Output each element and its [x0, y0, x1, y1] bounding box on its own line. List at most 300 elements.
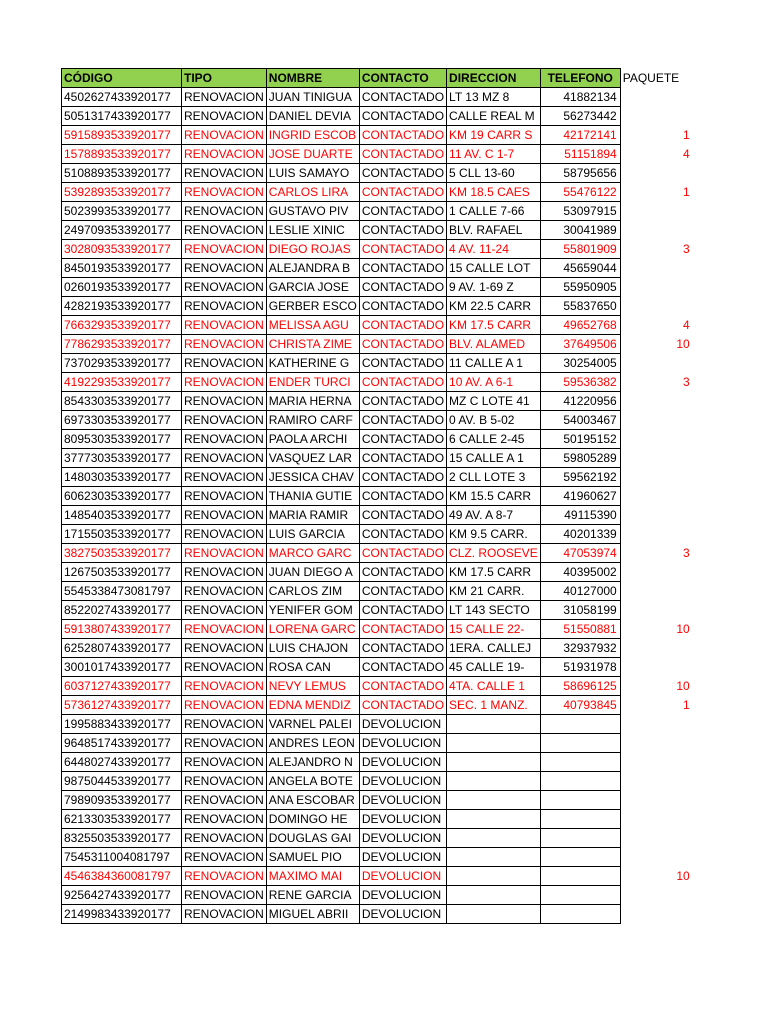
- cell-telefono[interactable]: 59562192: [540, 468, 620, 487]
- cell-direccion[interactable]: KM 9.5 CARR.: [447, 525, 541, 544]
- cell-nombre[interactable]: DOUGLAS GAI: [266, 829, 359, 848]
- cell-paquete[interactable]: [620, 810, 698, 829]
- cell-paquete[interactable]: [620, 753, 698, 772]
- cell-nombre[interactable]: MARIA HERNA: [266, 392, 359, 411]
- cell-contacto[interactable]: DEVOLUCION: [359, 734, 446, 753]
- cell-contacto[interactable]: DEVOLUCION: [359, 829, 446, 848]
- cell-tipo[interactable]: RENOVACION: [182, 601, 267, 620]
- cell-contacto[interactable]: CONTACTADO: [359, 240, 446, 259]
- cell-telefono[interactable]: 32937932: [540, 639, 620, 658]
- cell-contacto[interactable]: CONTACTADO: [359, 88, 446, 107]
- cell-tipo[interactable]: RENOVACION: [182, 354, 267, 373]
- cell-direccion[interactable]: [447, 905, 541, 924]
- cell-paquete[interactable]: [620, 107, 698, 126]
- cell-tipo[interactable]: RENOVACION: [182, 791, 267, 810]
- cell-tipo[interactable]: RENOVACION: [182, 810, 267, 829]
- cell-contacto[interactable]: CONTACTADO: [359, 316, 446, 335]
- cell-nombre[interactable]: YENIFER GOM: [266, 601, 359, 620]
- cell-telefono[interactable]: 51151894: [540, 145, 620, 164]
- cell-codigo[interactable]: 6037127433920177: [62, 677, 182, 696]
- cell-telefono[interactable]: [540, 715, 620, 734]
- cell-paquete[interactable]: [620, 886, 698, 905]
- cell-paquete[interactable]: 1: [683, 185, 690, 199]
- cell-tipo[interactable]: RENOVACION: [182, 639, 267, 658]
- cell-paquete[interactable]: 3: [683, 546, 690, 560]
- cell-direccion[interactable]: [447, 829, 541, 848]
- cell-codigo[interactable]: 4282193533920177: [62, 297, 182, 316]
- cell-direccion[interactable]: 4TA. CALLE 1: [447, 677, 541, 696]
- cell-tipo[interactable]: RENOVACION: [182, 677, 267, 696]
- cell-paquete[interactable]: [620, 905, 698, 924]
- cell-telefono[interactable]: 53097915: [540, 202, 620, 221]
- cell-contacto[interactable]: CONTACTADO: [359, 582, 446, 601]
- cell-nombre[interactable]: LUIS SAMAYO: [266, 164, 359, 183]
- cell-codigo[interactable]: 5913807433920177: [62, 620, 182, 639]
- cell-nombre[interactable]: ANGELA BOTE: [266, 772, 359, 791]
- cell-contacto[interactable]: CONTACTADO: [359, 658, 446, 677]
- cell-tipo[interactable]: RENOVACION: [182, 734, 267, 753]
- cell-tipo[interactable]: RENOVACION: [182, 506, 267, 525]
- cell-direccion[interactable]: 49 AV. A 8-7: [447, 506, 541, 525]
- cell-codigo[interactable]: 5023993533920177: [62, 202, 182, 221]
- cell-tipo[interactable]: RENOVACION: [182, 164, 267, 183]
- cell-codigo[interactable]: 1715503533920177: [62, 525, 182, 544]
- cell-contacto[interactable]: DEVOLUCION: [359, 848, 446, 867]
- cell-telefono[interactable]: [540, 810, 620, 829]
- cell-contacto[interactable]: CONTACTADO: [359, 297, 446, 316]
- cell-codigo[interactable]: 7989093533920177: [62, 791, 182, 810]
- header-paquete[interactable]: PAQUETE: [620, 69, 698, 88]
- cell-contacto[interactable]: CONTACTADO: [359, 544, 446, 563]
- cell-codigo[interactable]: 4192293533920177: [62, 373, 182, 392]
- cell-paquete[interactable]: 1: [683, 698, 690, 712]
- cell-nombre[interactable]: JESSICA CHAV: [266, 468, 359, 487]
- cell-nombre[interactable]: LUIS CHAJON: [266, 639, 359, 658]
- cell-paquete[interactable]: [620, 297, 698, 316]
- cell-contacto[interactable]: CONTACTADO: [359, 278, 446, 297]
- cell-nombre[interactable]: DANIEL DEVIA: [266, 107, 359, 126]
- cell-tipo[interactable]: RENOVACION: [182, 145, 267, 164]
- cell-direccion[interactable]: 10 AV. A 6-1: [447, 373, 541, 392]
- cell-direccion[interactable]: CALLE REAL M: [447, 107, 541, 126]
- cell-codigo[interactable]: 7786293533920177: [62, 335, 182, 354]
- cell-paquete[interactable]: [620, 563, 698, 582]
- cell-paquete[interactable]: [620, 487, 698, 506]
- cell-tipo[interactable]: RENOVACION: [182, 278, 267, 297]
- cell-direccion[interactable]: MZ C LOTE 41: [447, 392, 541, 411]
- cell-contacto[interactable]: CONTACTADO: [359, 639, 446, 658]
- cell-telefono[interactable]: 55476122: [540, 183, 620, 202]
- cell-paquete[interactable]: [620, 791, 698, 810]
- cell-paquete[interactable]: 3: [683, 242, 690, 256]
- cell-telefono[interactable]: 55837650: [540, 297, 620, 316]
- cell-codigo[interactable]: 1267503533920177: [62, 563, 182, 582]
- cell-direccion[interactable]: [447, 810, 541, 829]
- cell-telefono[interactable]: 30041989: [540, 221, 620, 240]
- cell-direccion[interactable]: KM 21 CARR.: [447, 582, 541, 601]
- cell-codigo[interactable]: 5915893533920177: [62, 126, 182, 145]
- cell-contacto[interactable]: CONTACTADO: [359, 563, 446, 582]
- cell-paquete[interactable]: 10: [676, 337, 690, 351]
- cell-nombre[interactable]: DOMINGO HE: [266, 810, 359, 829]
- cell-direccion[interactable]: 0 AV. B 5-02: [447, 411, 541, 430]
- cell-paquete[interactable]: [620, 715, 698, 734]
- header-codigo[interactable]: CÓDIGO: [62, 69, 182, 88]
- cell-telefono[interactable]: 41220956: [540, 392, 620, 411]
- cell-nombre[interactable]: MAXIMO MAI: [266, 867, 359, 886]
- cell-direccion[interactable]: 15 CALLE 22-: [447, 620, 541, 639]
- cell-paquete[interactable]: 10: [676, 869, 690, 883]
- cell-paquete[interactable]: 1: [683, 128, 690, 142]
- cell-tipo[interactable]: RENOVACION: [182, 202, 267, 221]
- cell-tipo[interactable]: RENOVACION: [182, 753, 267, 772]
- cell-direccion[interactable]: [447, 867, 541, 886]
- cell-tipo[interactable]: RENOVACION: [182, 905, 267, 924]
- cell-codigo[interactable]: 1485403533920177: [62, 506, 182, 525]
- cell-nombre[interactable]: DIEGO ROJAS: [266, 240, 359, 259]
- cell-tipo[interactable]: RENOVACION: [182, 240, 267, 259]
- cell-telefono[interactable]: [540, 772, 620, 791]
- cell-codigo[interactable]: 7545311004081797: [62, 848, 182, 867]
- cell-nombre[interactable]: ENDER TURCI: [266, 373, 359, 392]
- cell-tipo[interactable]: RENOVACION: [182, 544, 267, 563]
- cell-direccion[interactable]: 15 CALLE LOT: [447, 259, 541, 278]
- cell-direccion[interactable]: [447, 791, 541, 810]
- cell-contacto[interactable]: DEVOLUCION: [359, 753, 446, 772]
- cell-contacto[interactable]: DEVOLUCION: [359, 791, 446, 810]
- cell-tipo[interactable]: RENOVACION: [182, 316, 267, 335]
- cell-paquete[interactable]: [620, 88, 698, 107]
- cell-nombre[interactable]: RENE GARCIA: [266, 886, 359, 905]
- cell-telefono[interactable]: [540, 867, 620, 886]
- cell-codigo[interactable]: 2497093533920177: [62, 221, 182, 240]
- cell-nombre[interactable]: SAMUEL PIO: [266, 848, 359, 867]
- cell-paquete[interactable]: 3: [683, 375, 690, 389]
- cell-nombre[interactable]: VASQUEZ LAR: [266, 449, 359, 468]
- cell-codigo[interactable]: 1578893533920177: [62, 145, 182, 164]
- cell-direccion[interactable]: 2 CLL LOTE 3: [447, 468, 541, 487]
- cell-tipo[interactable]: RENOVACION: [182, 563, 267, 582]
- cell-direccion[interactable]: KM 18.5 CAES: [447, 183, 541, 202]
- cell-contacto[interactable]: DEVOLUCION: [359, 772, 446, 791]
- cell-contacto[interactable]: CONTACTADO: [359, 145, 446, 164]
- cell-telefono[interactable]: 50195152: [540, 430, 620, 449]
- header-tipo[interactable]: TIPO: [182, 69, 267, 88]
- cell-tipo[interactable]: RENOVACION: [182, 335, 267, 354]
- cell-nombre[interactable]: MARCO GARC: [266, 544, 359, 563]
- cell-paquete[interactable]: [620, 639, 698, 658]
- cell-tipo[interactable]: RENOVACION: [182, 772, 267, 791]
- cell-contacto[interactable]: CONTACTADO: [359, 468, 446, 487]
- cell-telefono[interactable]: 55801909: [540, 240, 620, 259]
- cell-nombre[interactable]: LUIS GARCIA: [266, 525, 359, 544]
- cell-nombre[interactable]: ALEJANDRA B: [266, 259, 359, 278]
- cell-nombre[interactable]: ANDRES LEON: [266, 734, 359, 753]
- cell-contacto[interactable]: CONTACTADO: [359, 430, 446, 449]
- cell-codigo[interactable]: 5108893533920177: [62, 164, 182, 183]
- cell-codigo[interactable]: 8543303533920177: [62, 392, 182, 411]
- cell-codigo[interactable]: 7663293533920177: [62, 316, 182, 335]
- cell-contacto[interactable]: CONTACTADO: [359, 487, 446, 506]
- cell-telefono[interactable]: 49115390: [540, 506, 620, 525]
- cell-telefono[interactable]: [540, 829, 620, 848]
- cell-codigo[interactable]: 3827503533920177: [62, 544, 182, 563]
- cell-tipo[interactable]: RENOVACION: [182, 525, 267, 544]
- cell-tipo[interactable]: RENOVACION: [182, 430, 267, 449]
- cell-direccion[interactable]: 4 AV. 11-24: [447, 240, 541, 259]
- cell-telefono[interactable]: 58795656: [540, 164, 620, 183]
- cell-direccion[interactable]: [447, 848, 541, 867]
- cell-nombre[interactable]: LESLIE XINIC: [266, 221, 359, 240]
- cell-codigo[interactable]: 3777303533920177: [62, 449, 182, 468]
- cell-codigo[interactable]: 4502627433920177: [62, 88, 182, 107]
- cell-nombre[interactable]: CARLOS LIRA: [266, 183, 359, 202]
- cell-direccion[interactable]: SEC. 1 MANZ.: [447, 696, 541, 715]
- cell-telefono[interactable]: 59805289: [540, 449, 620, 468]
- cell-nombre[interactable]: CHRISTA ZIME: [266, 335, 359, 354]
- cell-tipo[interactable]: RENOVACION: [182, 88, 267, 107]
- cell-codigo[interactable]: 3001017433920177: [62, 658, 182, 677]
- cell-direccion[interactable]: [447, 753, 541, 772]
- cell-codigo[interactable]: 5392893533920177: [62, 183, 182, 202]
- cell-paquete[interactable]: [620, 734, 698, 753]
- cell-nombre[interactable]: VARNEL PALEI: [266, 715, 359, 734]
- cell-paquete[interactable]: [620, 829, 698, 848]
- cell-paquete[interactable]: [620, 506, 698, 525]
- cell-codigo[interactable]: 8095303533920177: [62, 430, 182, 449]
- cell-contacto[interactable]: CONTACTADO: [359, 506, 446, 525]
- cell-telefono[interactable]: 58696125: [540, 677, 620, 696]
- cell-telefono[interactable]: 54003467: [540, 411, 620, 430]
- cell-codigo[interactable]: 3028093533920177: [62, 240, 182, 259]
- cell-direccion[interactable]: KM 15.5 CARR: [447, 487, 541, 506]
- cell-telefono[interactable]: 41960627: [540, 487, 620, 506]
- cell-tipo[interactable]: RENOVACION: [182, 107, 267, 126]
- cell-codigo[interactable]: 6213303533920177: [62, 810, 182, 829]
- cell-paquete[interactable]: [620, 202, 698, 221]
- cell-direccion[interactable]: KM 22.5 CARR: [447, 297, 541, 316]
- cell-tipo[interactable]: RENOVACION: [182, 468, 267, 487]
- cell-direccion[interactable]: KM 17.5 CARR: [447, 316, 541, 335]
- cell-direccion[interactable]: 1 CALLE 7-66: [447, 202, 541, 221]
- cell-paquete[interactable]: 4: [683, 318, 690, 332]
- cell-direccion[interactable]: KM 19 CARR S: [447, 126, 541, 145]
- cell-direccion[interactable]: 11 AV. C 1-7: [447, 145, 541, 164]
- cell-tipo[interactable]: RENOVACION: [182, 487, 267, 506]
- cell-telefono[interactable]: [540, 886, 620, 905]
- cell-tipo[interactable]: RENOVACION: [182, 449, 267, 468]
- cell-telefono[interactable]: 55950905: [540, 278, 620, 297]
- cell-telefono[interactable]: [540, 905, 620, 924]
- cell-contacto[interactable]: CONTACTADO: [359, 449, 446, 468]
- cell-telefono[interactable]: 40395002: [540, 563, 620, 582]
- cell-paquete[interactable]: 10: [676, 622, 690, 636]
- cell-codigo[interactable]: 6973303533920177: [62, 411, 182, 430]
- cell-paquete[interactable]: [620, 354, 698, 373]
- cell-direccion[interactable]: [447, 772, 541, 791]
- cell-codigo[interactable]: 5736127433920177: [62, 696, 182, 715]
- cell-codigo[interactable]: 6252807433920177: [62, 639, 182, 658]
- cell-contacto[interactable]: CONTACTADO: [359, 392, 446, 411]
- cell-contacto[interactable]: DEVOLUCION: [359, 867, 446, 886]
- cell-codigo[interactable]: 8522027433920177: [62, 601, 182, 620]
- cell-paquete[interactable]: [620, 449, 698, 468]
- cell-contacto[interactable]: CONTACTADO: [359, 126, 446, 145]
- cell-codigo[interactable]: 9256427433920177: [62, 886, 182, 905]
- cell-codigo[interactable]: 2149983433920177: [62, 905, 182, 924]
- cell-nombre[interactable]: JUAN DIEGO A: [266, 563, 359, 582]
- cell-direccion[interactable]: 11 CALLE A 1: [447, 354, 541, 373]
- cell-direccion[interactable]: KM 17.5 CARR: [447, 563, 541, 582]
- cell-tipo[interactable]: RENOVACION: [182, 658, 267, 677]
- cell-codigo[interactable]: 7370293533920177: [62, 354, 182, 373]
- cell-codigo[interactable]: 1995883433920177: [62, 715, 182, 734]
- cell-paquete[interactable]: [620, 772, 698, 791]
- cell-direccion[interactable]: 15 CALLE A 1: [447, 449, 541, 468]
- cell-contacto[interactable]: CONTACTADO: [359, 525, 446, 544]
- header-direccion[interactable]: DIRECCION: [447, 69, 541, 88]
- cell-tipo[interactable]: RENOVACION: [182, 620, 267, 639]
- cell-telefono[interactable]: 30254005: [540, 354, 620, 373]
- cell-paquete[interactable]: [620, 164, 698, 183]
- cell-telefono[interactable]: [540, 753, 620, 772]
- cell-codigo[interactable]: 8325503533920177: [62, 829, 182, 848]
- cell-paquete[interactable]: [620, 278, 698, 297]
- cell-telefono[interactable]: 45659044: [540, 259, 620, 278]
- cell-contacto[interactable]: CONTACTADO: [359, 620, 446, 639]
- cell-telefono[interactable]: 51931978: [540, 658, 620, 677]
- cell-nombre[interactable]: GARCIA JOSE: [266, 278, 359, 297]
- cell-telefono[interactable]: 40793845: [540, 696, 620, 715]
- cell-codigo[interactable]: 5051317433920177: [62, 107, 182, 126]
- cell-telefono[interactable]: 31058199: [540, 601, 620, 620]
- cell-tipo[interactable]: RENOVACION: [182, 848, 267, 867]
- cell-nombre[interactable]: JUAN TINIGUA: [266, 88, 359, 107]
- cell-direccion[interactable]: [447, 734, 541, 753]
- cell-nombre[interactable]: RAMIRO CARF: [266, 411, 359, 430]
- cell-contacto[interactable]: DEVOLUCION: [359, 715, 446, 734]
- cell-telefono[interactable]: 41882134: [540, 88, 620, 107]
- cell-direccion[interactable]: BLV. RAFAEL: [447, 221, 541, 240]
- cell-nombre[interactable]: ALEJANDRO N: [266, 753, 359, 772]
- cell-nombre[interactable]: NEVY LEMUS: [266, 677, 359, 696]
- cell-nombre[interactable]: THANIA GUTIE: [266, 487, 359, 506]
- cell-nombre[interactable]: EDNA MENDIZ: [266, 696, 359, 715]
- cell-telefono[interactable]: [540, 734, 620, 753]
- cell-tipo[interactable]: RENOVACION: [182, 297, 267, 316]
- cell-tipo[interactable]: RENOVACION: [182, 221, 267, 240]
- cell-contacto[interactable]: CONTACTADO: [359, 335, 446, 354]
- cell-tipo[interactable]: RENOVACION: [182, 582, 267, 601]
- cell-contacto[interactable]: DEVOLUCION: [359, 810, 446, 829]
- header-telefono[interactable]: TELEFONO: [540, 69, 620, 88]
- cell-contacto[interactable]: CONTACTADO: [359, 221, 446, 240]
- cell-codigo[interactable]: 6448027433920177: [62, 753, 182, 772]
- cell-direccion[interactable]: CLZ. ROOSEVE: [447, 544, 541, 563]
- cell-contacto[interactable]: DEVOLUCION: [359, 905, 446, 924]
- cell-telefono[interactable]: 51550881: [540, 620, 620, 639]
- cell-paquete[interactable]: [620, 658, 698, 677]
- cell-codigo[interactable]: 9648517433920177: [62, 734, 182, 753]
- header-nombre[interactable]: NOMBRE: [266, 69, 359, 88]
- cell-telefono[interactable]: 49652768: [540, 316, 620, 335]
- cell-tipo[interactable]: RENOVACION: [182, 829, 267, 848]
- cell-contacto[interactable]: DEVOLUCION: [359, 886, 446, 905]
- cell-direccion[interactable]: LT 13 MZ 8: [447, 88, 541, 107]
- header-contacto[interactable]: CONTACTO: [359, 69, 446, 88]
- cell-contacto[interactable]: CONTACTADO: [359, 202, 446, 221]
- cell-telefono[interactable]: 40127000: [540, 582, 620, 601]
- cell-tipo[interactable]: RENOVACION: [182, 183, 267, 202]
- cell-paquete[interactable]: [620, 221, 698, 240]
- cell-codigo[interactable]: 1480303533920177: [62, 468, 182, 487]
- cell-paquete[interactable]: 10: [676, 679, 690, 693]
- cell-telefono[interactable]: [540, 848, 620, 867]
- cell-contacto[interactable]: CONTACTADO: [359, 259, 446, 278]
- cell-nombre[interactable]: LORENA GARC: [266, 620, 359, 639]
- cell-tipo[interactable]: RENOVACION: [182, 373, 267, 392]
- cell-telefono[interactable]: 59536382: [540, 373, 620, 392]
- cell-nombre[interactable]: ANA ESCOBAR: [266, 791, 359, 810]
- cell-contacto[interactable]: CONTACTADO: [359, 107, 446, 126]
- cell-telefono[interactable]: 40201339: [540, 525, 620, 544]
- cell-tipo[interactable]: RENOVACION: [182, 259, 267, 278]
- cell-codigo[interactable]: 4546384360081797: [62, 867, 182, 886]
- cell-nombre[interactable]: MARIA RAMIR: [266, 506, 359, 525]
- cell-direccion[interactable]: [447, 715, 541, 734]
- cell-direccion[interactable]: 45 CALLE 19-: [447, 658, 541, 677]
- cell-paquete[interactable]: [620, 601, 698, 620]
- cell-nombre[interactable]: MELISSA AGU: [266, 316, 359, 335]
- cell-direccion[interactable]: 9 AV. 1-69 Z: [447, 278, 541, 297]
- cell-contacto[interactable]: CONTACTADO: [359, 354, 446, 373]
- cell-tipo[interactable]: RENOVACION: [182, 715, 267, 734]
- cell-paquete[interactable]: [620, 430, 698, 449]
- cell-paquete[interactable]: [620, 259, 698, 278]
- cell-nombre[interactable]: GERBER ESCO: [266, 297, 359, 316]
- cell-tipo[interactable]: RENOVACION: [182, 886, 267, 905]
- cell-nombre[interactable]: GUSTAVO PIV: [266, 202, 359, 221]
- cell-contacto[interactable]: CONTACTADO: [359, 183, 446, 202]
- cell-nombre[interactable]: MIGUEL ABRII: [266, 905, 359, 924]
- cell-nombre[interactable]: KATHERINE G: [266, 354, 359, 373]
- cell-direccion[interactable]: [447, 886, 541, 905]
- cell-nombre[interactable]: ROSA CAN: [266, 658, 359, 677]
- cell-paquete[interactable]: [620, 392, 698, 411]
- cell-contacto[interactable]: CONTACTADO: [359, 696, 446, 715]
- cell-direccion[interactable]: LT 143 SECTO: [447, 601, 541, 620]
- cell-paquete[interactable]: [620, 582, 698, 601]
- cell-nombre[interactable]: PAOLA ARCHI: [266, 430, 359, 449]
- cell-paquete[interactable]: [620, 848, 698, 867]
- cell-nombre[interactable]: CARLOS ZIM: [266, 582, 359, 601]
- cell-telefono[interactable]: 42172141: [540, 126, 620, 145]
- cell-codigo[interactable]: 5545338473081797: [62, 582, 182, 601]
- cell-tipo[interactable]: RENOVACION: [182, 126, 267, 145]
- cell-nombre[interactable]: INGRID ESCOB: [266, 126, 359, 145]
- cell-contacto[interactable]: CONTACTADO: [359, 373, 446, 392]
- cell-paquete[interactable]: [620, 411, 698, 430]
- cell-telefono[interactable]: [540, 791, 620, 810]
- cell-telefono[interactable]: 47053974: [540, 544, 620, 563]
- cell-contacto[interactable]: CONTACTADO: [359, 411, 446, 430]
- cell-tipo[interactable]: RENOVACION: [182, 392, 267, 411]
- cell-codigo[interactable]: 6062303533920177: [62, 487, 182, 506]
- cell-contacto[interactable]: CONTACTADO: [359, 601, 446, 620]
- cell-paquete[interactable]: [620, 525, 698, 544]
- cell-paquete[interactable]: 4: [683, 147, 690, 161]
- cell-codigo[interactable]: 8450193533920177: [62, 259, 182, 278]
